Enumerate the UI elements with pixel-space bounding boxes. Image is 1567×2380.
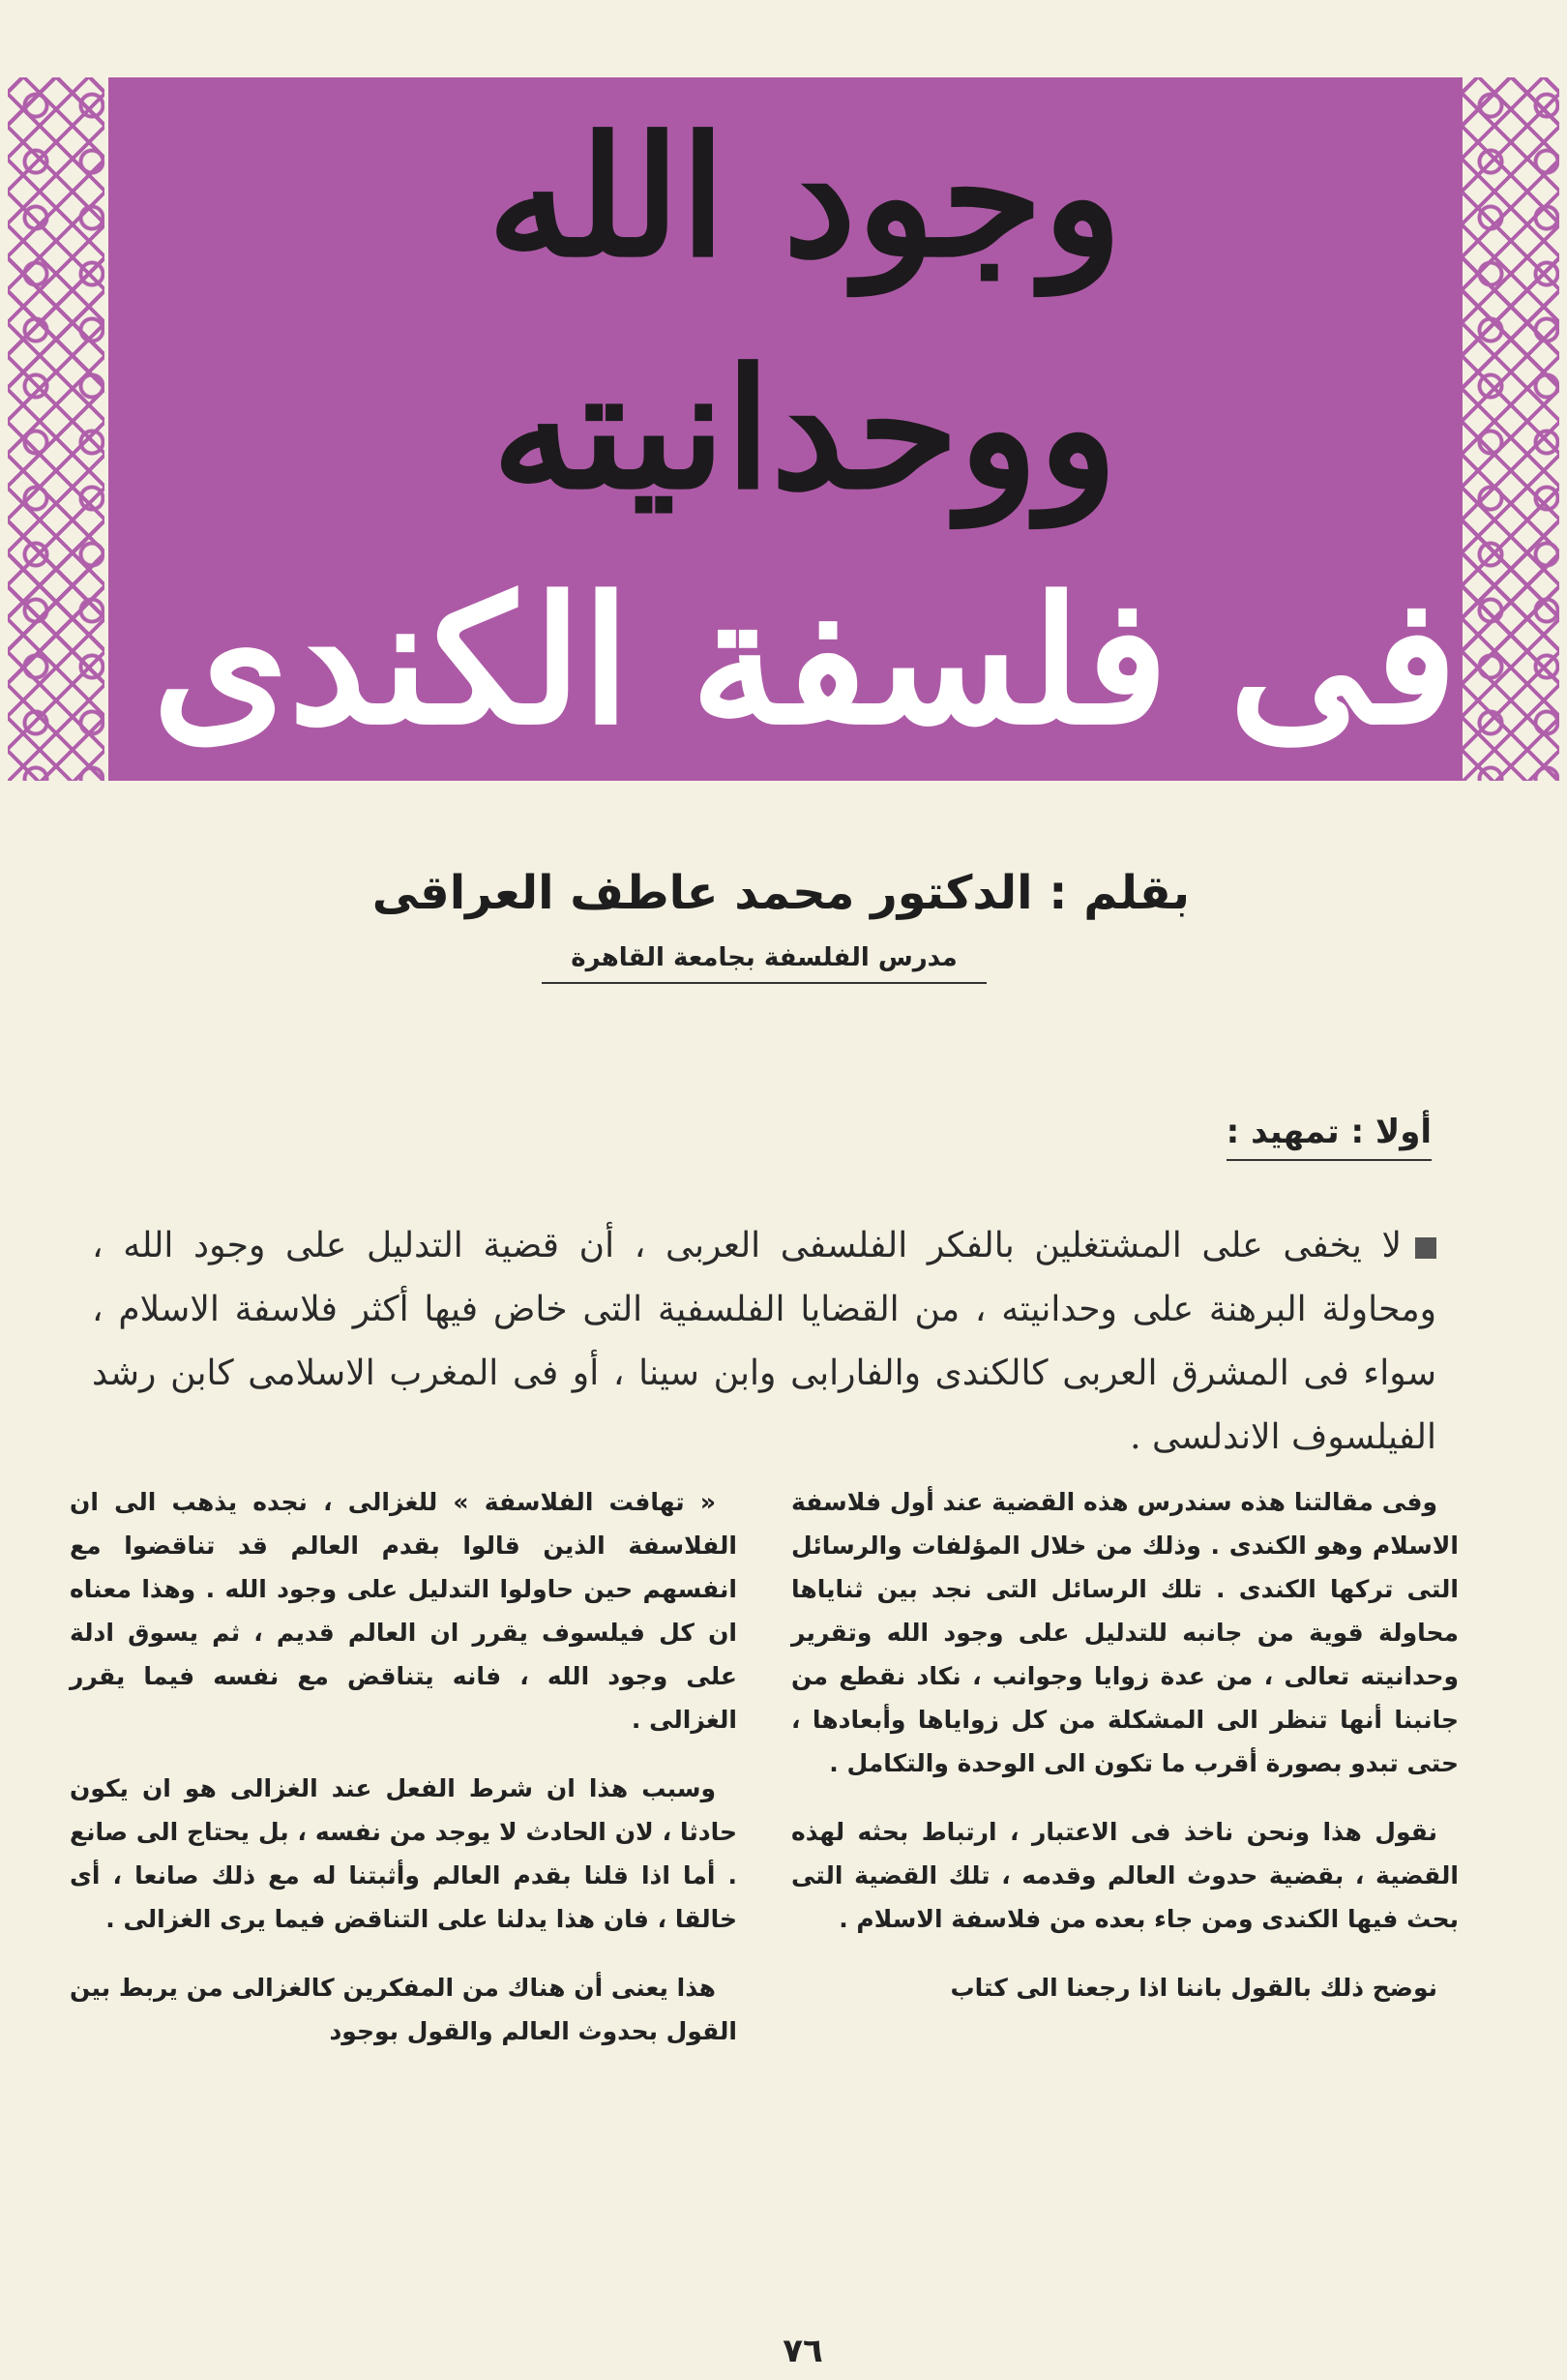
- title-line-3: فى فلسفة الكندى: [152, 558, 1458, 763]
- right-paragraph: نقول هذا ونحن ناخذ فى الاعتبار ، ارتباط بحثه لهذه القضية ، بقضية حدوث العالم وقدمه ، تلك القضية التى بحث فيها الكندى ومن جاء بعده من فلاسفة الاسلام .: [791, 1818, 1459, 1933]
- left-paragraph: « تهافت الفلاسفة » للغزالى ، نجده يذهب الى ان الفلاسفة الذين قالوا بقدم العالم قد تناقضوا مع انفسهم حين حاولوا التدليل على وجود الله . وهذا معناه ان كل فيلسوف يقرر ان العالم قديم ، ثم يسوق ادلة على وجود الله ، فانه يتناقض مع نفسه فيما يقرر الغزالى .: [70, 1488, 737, 1734]
- title-panel: [108, 77, 1501, 781]
- right-paragraph: وفى مقالتنا هذه سندرس هذه القضية عند أول فلاسفة الاسلام وهو الكندى . وذلك من خلال المؤلفات والرسائل التى تركها الكندى . تلك الرسائل التى نجد بين ثناياها محاولة قوية من جانبه للتدليل على وجود الله وتقرير وحدانيته تعالى ، من عدة زوايا وجوانب ، نكاد نقطع من جانبنا أنها تنظر الى المشكلة من كل زواياها وأبعادها ، حتى تبدو بصورة أقرب ما تكون الى الوحدة والتكامل .: [791, 1488, 1459, 1777]
- arabesque-border-right: [1463, 77, 1559, 781]
- title-line-1: وجود الله: [487, 100, 1123, 294]
- left-paragraph: هذا يعنى أن هناك من المفكرين كالغزالى من يربط بين القول بحدوث العالم والقول بوجود: [70, 1974, 737, 2045]
- right-column: [791, 1480, 1459, 2035]
- paragraph-marker-icon: [1415, 1237, 1436, 1259]
- page-number: ٧٦: [783, 2332, 823, 2370]
- left-column: [70, 1480, 737, 2078]
- title-line-2: ووحدانيته: [491, 332, 1118, 526]
- arabesque-border-left: [8, 77, 104, 781]
- intro-paragraph: [92, 1214, 1436, 1470]
- section-heading: أولا : تمهيد :: [1227, 1113, 1432, 1161]
- title-banner: [0, 77, 1567, 781]
- intro-text: لا يخفى على المشتغلين بالفكر الفلسفى العربى ، أن قضية التدليل على وجود الله ، ومحاولة البرهنة على وحدانيته ، من القضايا الفلسفية التى خاض فيها أكثر فلاسفة الاسلام ، سواء فى المشرق العربى كالكندى والفارابى وابن سينا ، أو فى المغرب الاسلامى كابن رشد الفيلسوف الاندلسى .: [92, 1226, 1436, 1457]
- author-affiliation: مدرس الفلسفة بجامعة القاهرة: [542, 943, 987, 984]
- left-paragraph: وسبب هذا ان شرط الفعل عند الغزالى هو ان يكون حادثا ، لان الحادث لا يوجد من نفسه ، بل يحتاج الى صانع . أما اذا قلنا بقدم العالم وأثبتنا له مع ذلك صانعا ، أى خالقا ، فان هذا يدلنا على التناقض فيما يرى الغزالى .: [70, 1774, 737, 1933]
- right-paragraph: نوضح ذلك بالقول باننا اذا رجعنا الى كتاب: [950, 1974, 1437, 2002]
- author-byline: بقلم : الدكتور محمد عاطف العراقى: [371, 866, 1190, 920]
